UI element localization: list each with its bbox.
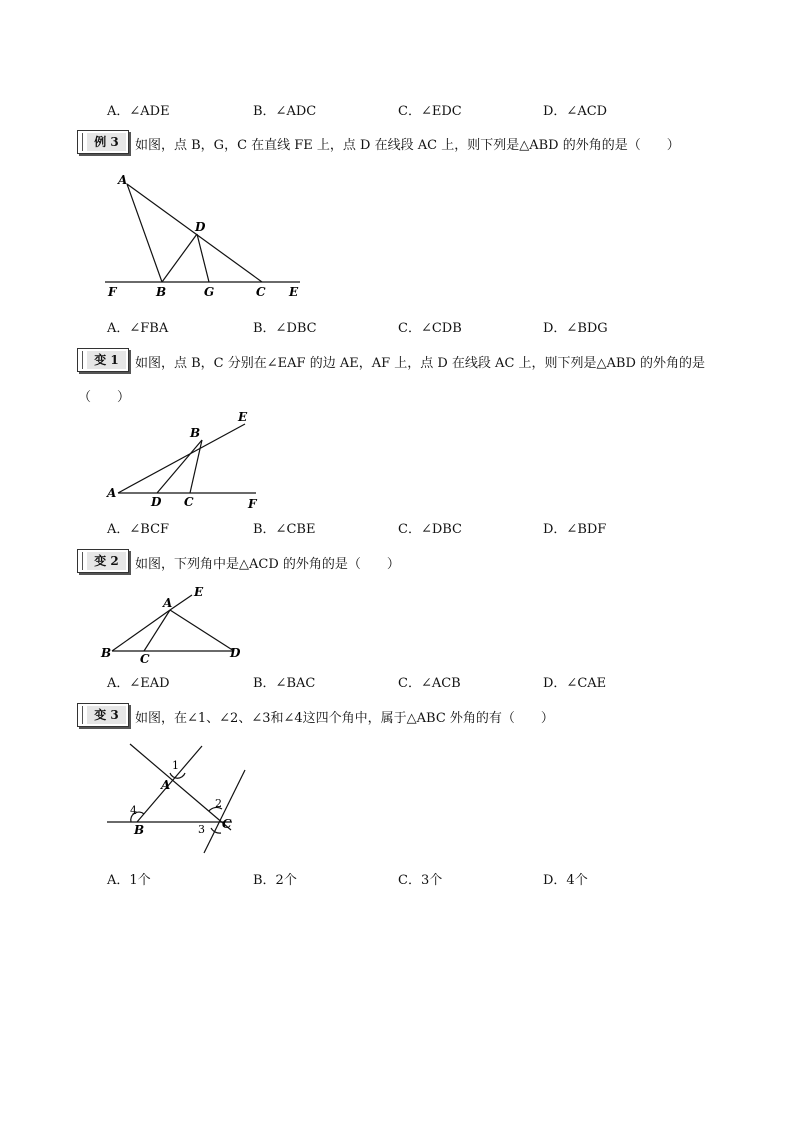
- variant-2-question: 如图，下列角中是△ACD 的外角的是（ ）: [135, 557, 400, 572]
- q0-option-b[interactable]: B．∠ADC: [253, 104, 317, 119]
- label-g: G: [204, 285, 215, 299]
- label-4: 4: [130, 804, 137, 817]
- variant-3-question: 如图，在∠1、∠2、∠3和∠4这四个角中，属于△ABC 外角的有（ ）: [135, 711, 554, 726]
- variant-1-question-paren: （ ）: [78, 390, 131, 405]
- v1-option-d[interactable]: D．∠BDF: [543, 522, 607, 537]
- label-b: B: [156, 285, 167, 299]
- v3-option-c[interactable]: C．3个: [398, 873, 443, 888]
- ex3-option-a[interactable]: A．∠FBA: [107, 321, 169, 336]
- variant-3-tag-label: 变 3: [87, 706, 126, 724]
- v2-option-a[interactable]: A．∠EAD: [107, 676, 170, 691]
- label-a: A: [107, 486, 117, 500]
- v3-option-d[interactable]: D．4个: [543, 873, 588, 888]
- v2-option-d[interactable]: D．∠CAE: [543, 676, 607, 691]
- label-c: C: [256, 285, 266, 299]
- label-e: E: [194, 585, 204, 599]
- example-3-question: 如图，点 B，G，C 在直线 FE 上，点 D 在线段 AC 上，则下列是△ABD 的外角的是（ ）: [135, 138, 680, 153]
- label-2: 2: [215, 797, 222, 810]
- label-b: B: [190, 426, 201, 440]
- ex3-option-d[interactable]: D．∠BDG: [543, 321, 608, 336]
- v1-option-a[interactable]: A．∠BCF: [107, 522, 170, 537]
- v1-option-b[interactable]: B．∠CBE: [253, 522, 316, 537]
- variant-1-question: 如图，点 B，C 分别在∠EAF 的边 AE，AF 上，点 D 在线段 AC 上，则下列是△ABD 的外角的是: [135, 356, 706, 371]
- ex3-option-c[interactable]: C．∠CDB: [398, 321, 462, 336]
- q0-option-d[interactable]: D．∠ACD: [543, 104, 608, 119]
- v1-option-c[interactable]: C．∠DBC: [398, 522, 463, 537]
- v2-option-c[interactable]: C．∠ACB: [398, 676, 461, 691]
- variant-1-tag-label: 变 1: [87, 351, 126, 369]
- label-b: B: [101, 646, 112, 660]
- q0-option-c[interactable]: C．∠EDC: [398, 104, 462, 119]
- label-3: 3: [198, 823, 205, 836]
- label-d: D: [230, 646, 241, 660]
- v3-option-b[interactable]: B．2个: [253, 873, 297, 888]
- example-3-tag-label: 例 3: [87, 133, 126, 151]
- ex3-option-b[interactable]: B．∠DBC: [253, 321, 317, 336]
- label-c: C: [140, 652, 150, 666]
- variant-3-options: [0, 869, 794, 889]
- label-d: D: [151, 495, 162, 509]
- label-f: F: [248, 497, 257, 511]
- label-e: E: [238, 410, 248, 424]
- label-b: B: [134, 823, 145, 837]
- v3-option-a[interactable]: A．1个: [107, 873, 151, 888]
- label-f: F: [108, 285, 117, 299]
- label-d: D: [195, 220, 206, 234]
- label-a: A: [118, 173, 128, 187]
- label-e: E: [289, 285, 299, 299]
- q0-option-a[interactable]: A．∠ADE: [107, 104, 170, 119]
- v2-option-b[interactable]: B．∠BAC: [253, 676, 316, 691]
- label-1: 1: [172, 759, 179, 772]
- label-c: C: [184, 495, 194, 509]
- label-a: A: [163, 596, 173, 610]
- label-c: C: [222, 817, 232, 831]
- variant-2-tag-label: 变 2: [87, 552, 126, 570]
- label-a: A: [161, 778, 171, 792]
